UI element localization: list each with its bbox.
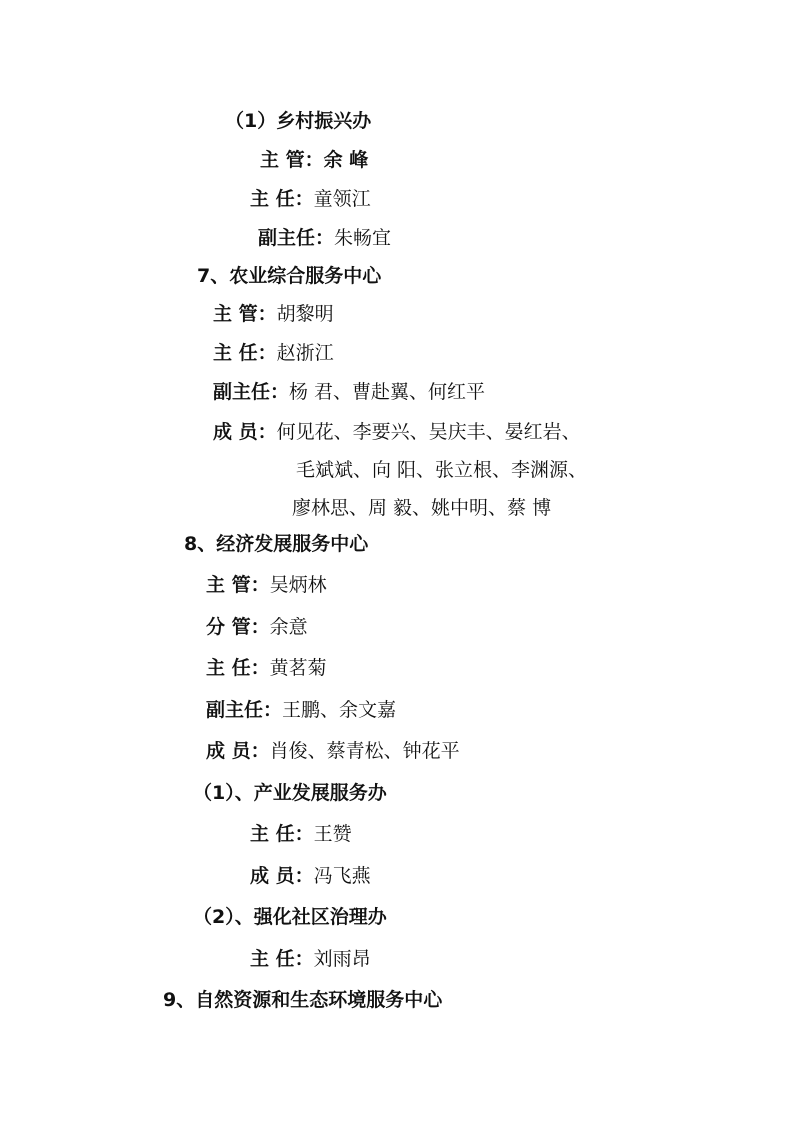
line-members-continued: 毛斌斌、向 阳、张立根、李渊源、 <box>296 459 588 481</box>
field-label: 副主任： <box>213 381 290 403</box>
line-members-continued: 廖林思、周 毅、姚中明、蔡 博 <box>292 497 552 519</box>
section-heading-natural-resources-center: 9、自然资源和生态环境服务中心 <box>163 989 443 1011</box>
section-heading-rural-revitalization: （1）乡村振兴办 <box>225 110 372 132</box>
section-heading-industry-office: （1）、产业发展服务办 <box>193 782 387 804</box>
field-value: 余 峰 <box>323 149 369 171</box>
field-value: 肖俊、蔡青松、钟花平 <box>269 740 460 762</box>
field-label: 主 任： <box>206 657 270 679</box>
field-label: 成 员： <box>206 740 270 762</box>
field-value: 朱畅宜 <box>334 227 392 249</box>
line-director <box>213 341 334 365</box>
line-director <box>206 656 327 680</box>
line-supervisor <box>206 573 327 597</box>
field-value: 黄茗菊 <box>269 657 327 679</box>
field-label: 副主任： <box>206 699 283 721</box>
line-members <box>213 420 581 444</box>
field-value: 童领江 <box>313 188 371 210</box>
field-value: 吴炳林 <box>269 574 327 596</box>
field-label: 成 员： <box>213 421 277 443</box>
field-label: 主 任： <box>250 948 314 970</box>
line-members <box>206 739 460 763</box>
line-deputy-supervisor <box>206 615 308 639</box>
field-value: 冯飞燕 <box>313 865 371 887</box>
field-value: 赵浙江 <box>276 342 334 364</box>
field-label: 主 任： <box>250 823 314 845</box>
line-deputy-director <box>206 698 396 722</box>
field-label: 主 管： <box>213 303 277 325</box>
field-value: 刘雨昂 <box>313 948 371 970</box>
field-label: 主 任： <box>250 188 314 210</box>
field-label: 成 员： <box>250 865 314 887</box>
line-supervisor <box>260 148 368 172</box>
line-director <box>250 187 371 211</box>
line-director <box>250 947 371 971</box>
field-value: 余意 <box>269 616 308 638</box>
field-value: 王赞 <box>313 823 352 845</box>
field-label: 副主任： <box>258 227 335 249</box>
section-heading-community-office: （2）、强化社区治理办 <box>193 906 387 928</box>
field-value: 王鹏、余文嘉 <box>282 699 397 721</box>
section-heading-economic-center: 8、经济发展服务中心 <box>184 533 369 555</box>
field-label: 主 管： <box>260 149 324 171</box>
line-supervisor <box>213 302 334 326</box>
line-members <box>250 864 371 888</box>
field-value: 胡黎明 <box>276 303 334 325</box>
line-deputy-director <box>258 226 391 250</box>
field-value: 杨 君、曹赴翼、何红平 <box>289 381 486 403</box>
field-label: 分 管： <box>206 616 270 638</box>
field-label: 主 管： <box>206 574 270 596</box>
field-value: 何见花、李要兴、吴庆丰、晏红岩、 <box>276 421 581 443</box>
field-label: 主 任： <box>213 342 277 364</box>
section-heading-agriculture-center: 7、农业综合服务中心 <box>197 265 382 287</box>
line-deputy-director <box>213 380 485 404</box>
line-director <box>250 822 352 846</box>
